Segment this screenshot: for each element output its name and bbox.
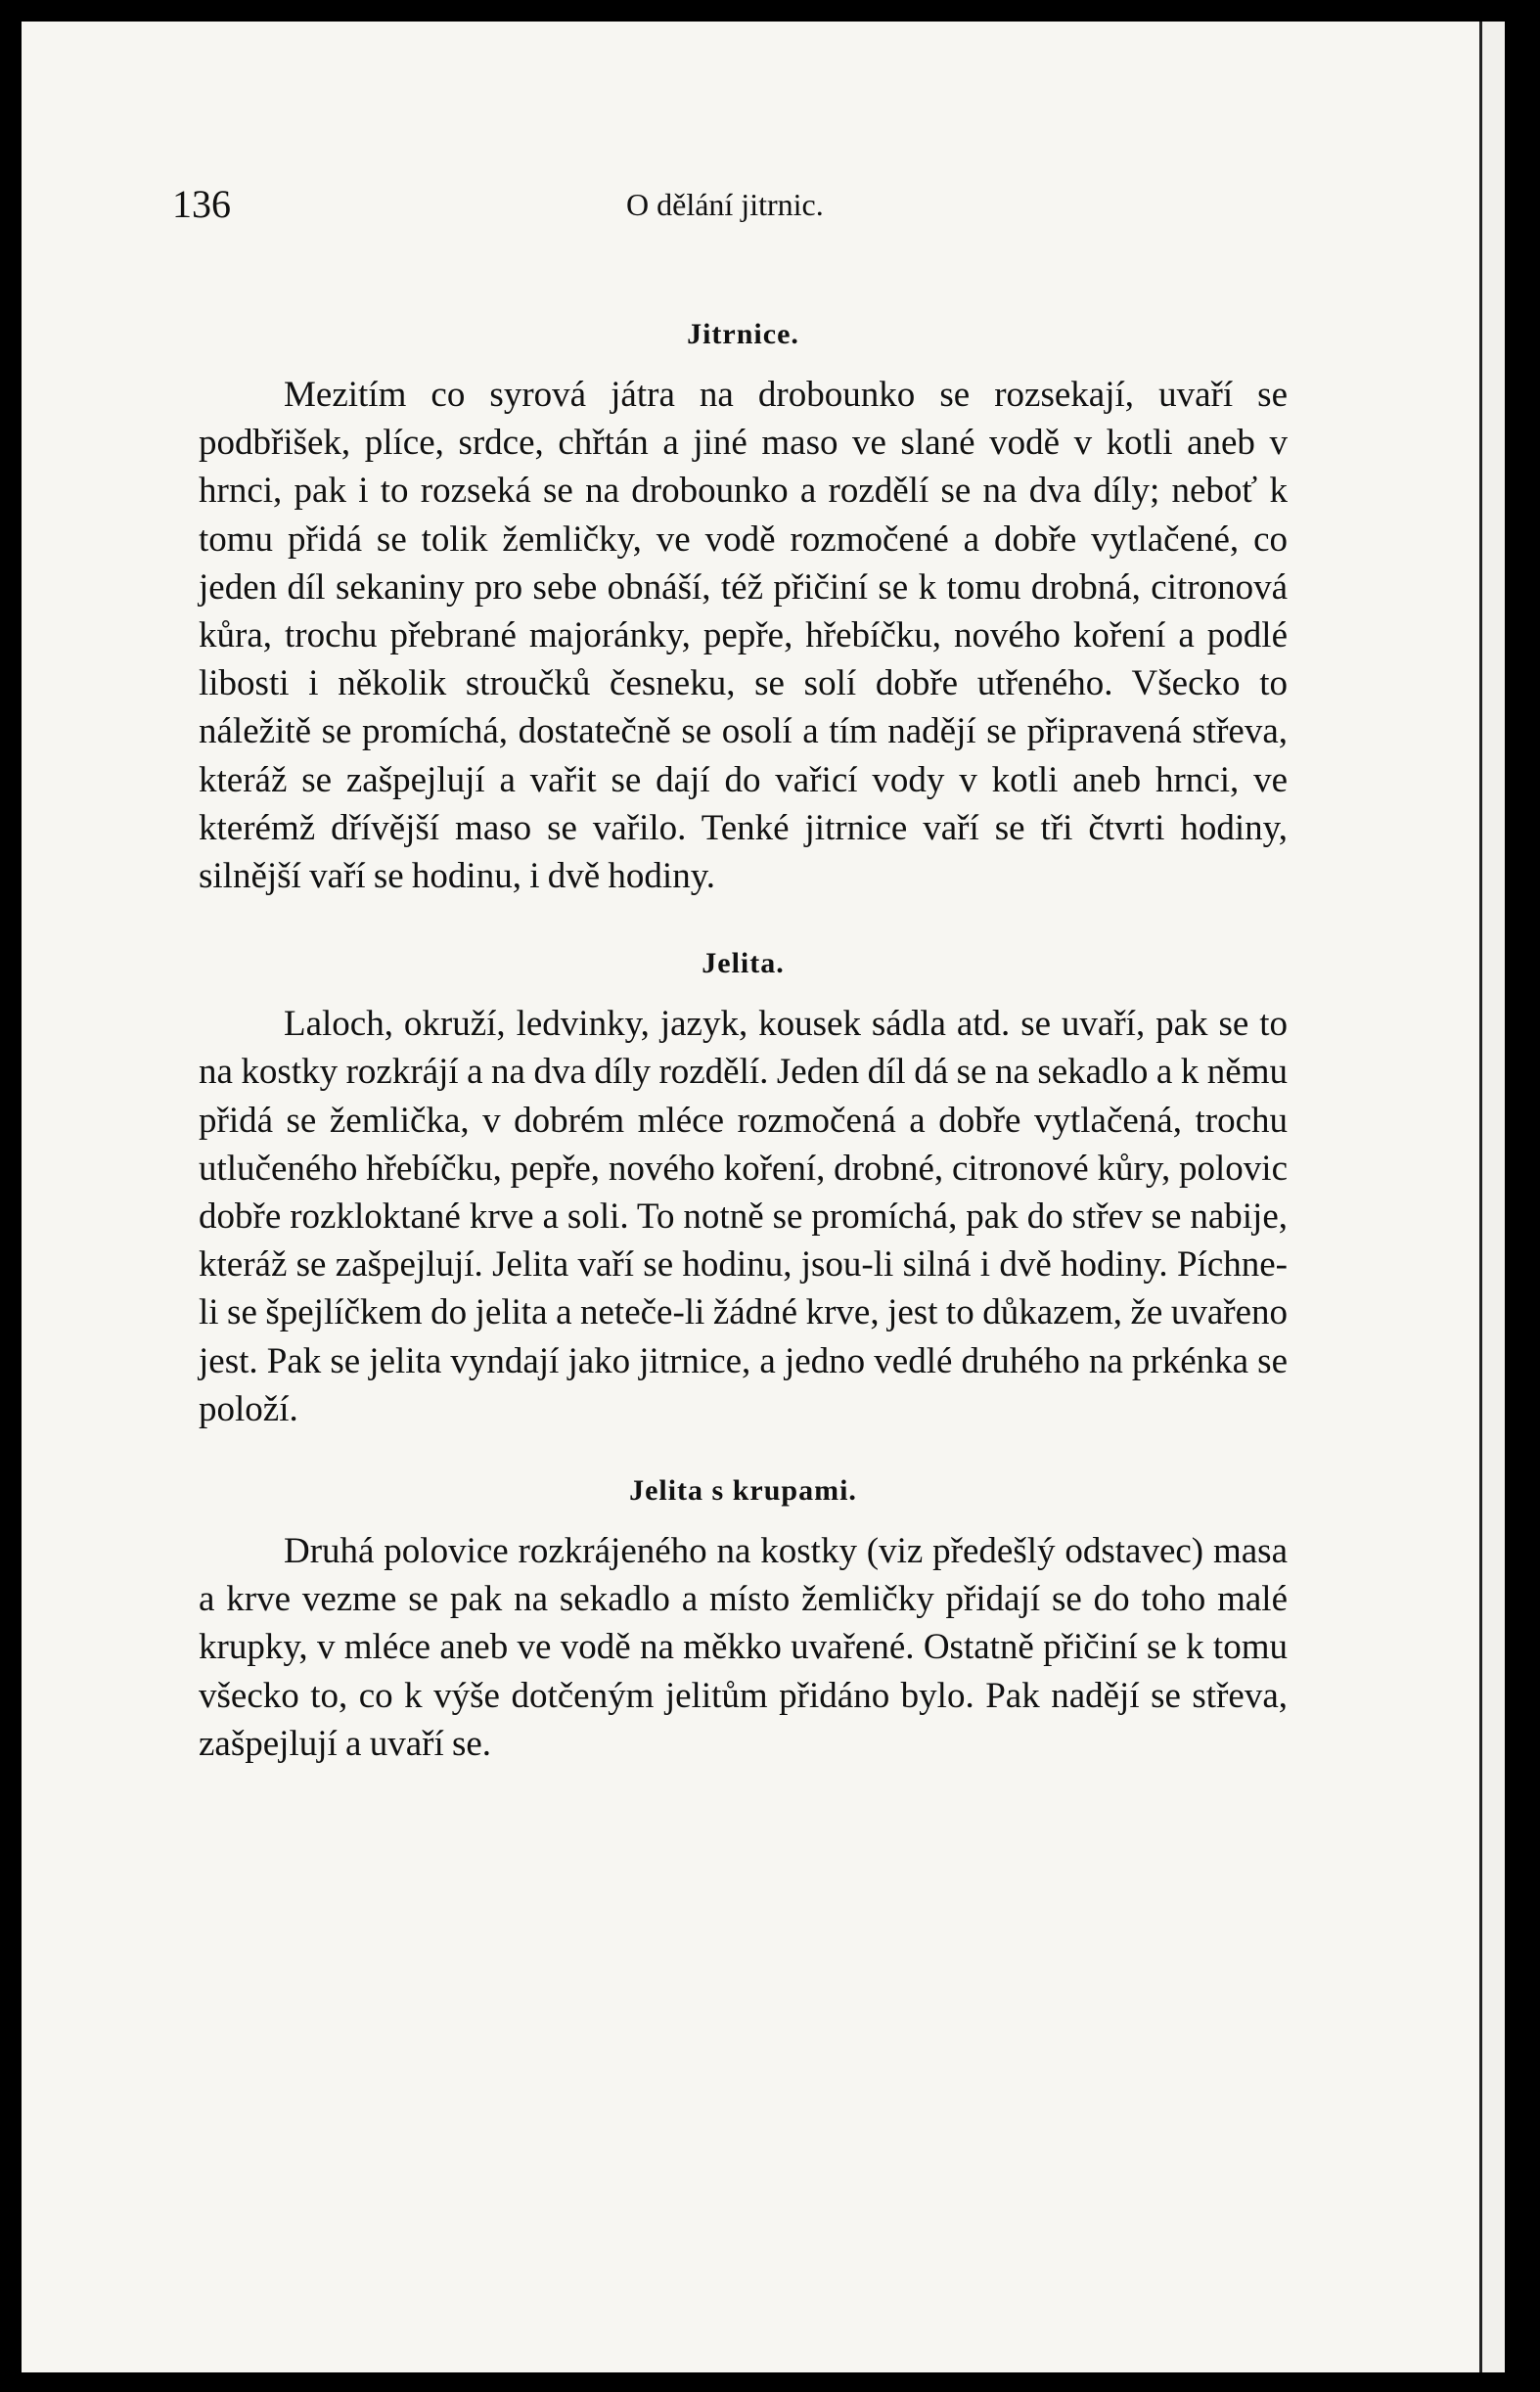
paragraph-jelita: Laloch, okruží, ledvinky, jazyk, kousek sádla atd. se uvaří, pak se to na kostky rozkrájí a na dva díly rozdělí. Jeden díl dá se na sekadlo a k němu přidá se žemlička, v dobrém mléce rozmočená a dobře vytlačená, trochu utlučeného hřebíčku, pepře, nového koření, drobné, citronové kůry, polovic dobře rozkloktané krve a soli. To notně se promíchá, pak do střev se nabije, kteráž se zašpejlují. Jelita vaří se hodinu, jsou-li silná i dvě hodiny. Píchne-li se špejlíčkem do jelita a neteče-li žádné krve, jest to důkazem, že uvařeno jest. Pak se jelita vyndají jako jitrnice, a jedno vedlé druhého na prkénka se položí. [199,1004,1288,1429]
page-edge [1479,22,1508,2372]
scan-border [1505,0,1540,2392]
paragraph-jitrnice: Mezitím co syrová játra na drobounko se rozsekají, uvaří se podbřišek, plíce, srdce, chřtán a jiné maso ve slané vodě v kotli aneb v hrnci, pak i to rozseká se na drobounko a rozdělí se na dva díly; neboť k tomu přidá se tolik žemličky, ve vodě rozmočené a dobře vytlačené, co jeden díl sekaniny pro sebe obnáší, též přičiní se k tomu drobná, citronová kůra, trochu přebrané majoránky, pepře, hřebíčku, nového koření a podlé libosti i několik stroučků česneku, se solí dobře utřeného. Všecko to náležitě se promíchá, dostatečně se osolí a tím nadějí se připravená střeva, kteráž se zašpejlují a vařit se dají do vařicí vody v kotli aneb hrnci, ve kterémž dřívější maso se vařilo. Tenké jitrnice vaří se tři čtvrti hodiny, silnější vaří se hodinu, i dvě hodiny. [199,375,1288,897]
heading-jelita-s-krupami: Jelita s krupami. [629,1474,857,1508]
heading-jelita: Jelita. [702,947,785,980]
page-content [199,293,1288,1768]
page-number: 136 [172,182,231,226]
running-title: O dělání jitrnic. [626,187,824,222]
paragraph-jelita-s-krupami: Druhá polovice rozkrájeného na kostky (viz předešlý odstavec) masa a krve vezme se pak na sekadlo a místo žemličky přidají se do toho malé krupky, v mléce aneb ve vodě na měkko uvařené. Ostatně přičiní se k tomu všecko to, co k výše dotčeným jelitům přidáno bylo. Pak nadějí se střeva, zašpejlují a uvaří se. [199,1531,1288,1764]
heading-jitrnice: Jitrnice. [687,318,799,350]
